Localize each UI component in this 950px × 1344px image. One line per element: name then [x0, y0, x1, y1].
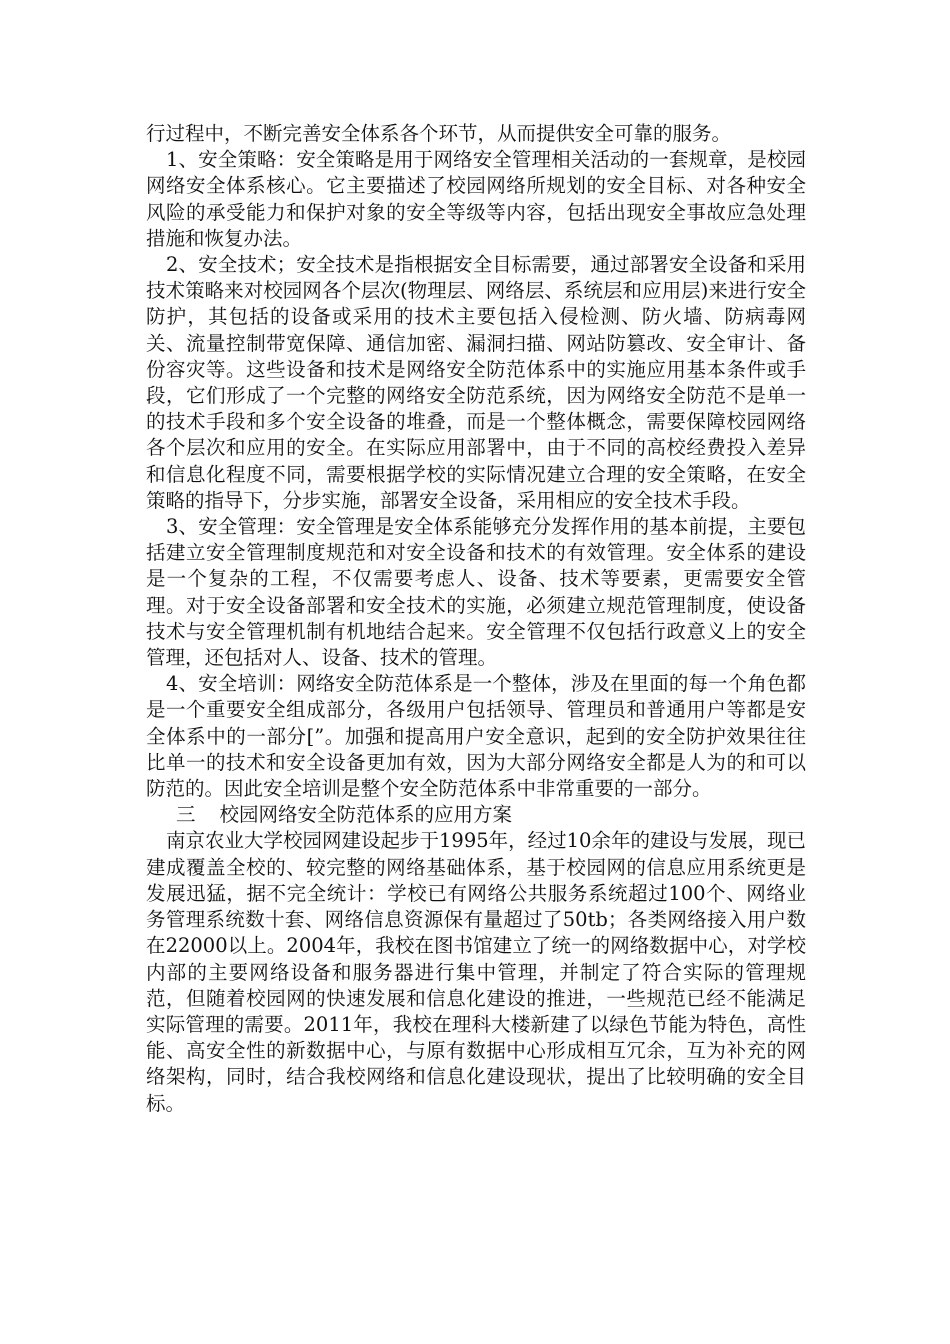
paragraph-security-technology: 2、安全技术；安全技术是指根据安全目标需要，通过部署安全设备和采用技术策略来对校园网各个层次(物理层、网络层、系统层和应用层)来进行安全防护，其包括的设备或采用的技术主要包括入侵检测、防火墙、防病毒网关、流量控制带宽保障、通信加密、漏洞扫描、网站防篡改、安全审计、备份容灾等。这些设备和技术是网络安全防范体系中的实施应用基本条件或手段，它们形成了一个完整的网络安全防范系统，因为网络安全防范不是单一的技术手段和多个安全设备的堆叠，而是一个整体概念，需要保障校园网络各个层次和应用的安全。在实际应用部署中，由于不同的高校经费投入差异和信息化程度不同，需要根据学校的实际情况建立合理的安全策略，在安全策略的指导下，分步实施，部署安全设备，采用相应的安全技术手段。 — [146, 253, 806, 512]
section-number: 三 — [176, 803, 196, 827]
section-title: 校园网络安全防范体系的应用方案 — [219, 803, 513, 827]
paragraph-security-policy: 1、安全策略：安全策略是用于网络安全管理相关活动的一套规章，是校园网络安全体系核心。它主要描述了校园网络所规划的安全目标、对各种安全风险的承受能力和保护对象的安全等级等内容，包括出现安全事故应急处理措施和恢复办法。 — [146, 148, 806, 250]
paragraph-security-training: 4、安全培训：网络安全防范体系是一个整体，涉及在里面的每一个角色都是一个重要安全组成部分，各级用户包括领导、管理员和普通用户等都是安全体系中的一部分[”。加强和提高用户安全意识，起到的安全防护效果往往比单一的技术和安全设备更加有效，因为大部分网络安全都是人为的和可以防范的。因此安全培训是整个安全防范体系中非常重要的一部分。 — [146, 672, 806, 801]
paragraph-nau-campus-network: 南京农业大学校园网建设起步于1995年，经过10余年的建设与发展，现已建成覆盖全校的、较完整的网络基础体系，基于校园网的信息应用系统更是发展迅猛，据不完全统计：学校已有网络公共服务系统超过100个、网络业务管理系统数十套、网络信息资源保有量超过了50tb；各类网络接入用户数在22000以上。2004年，我校在图书馆建立了统一的网络数据中心，对学校内部的主要网络设备和服务器进行集中管理，并制定了符合实际的管理规范，但随着校园网的快速发展和信息化建设的推进，一些规范已经不能满足实际管理的需要。2011年，我校在理科大楼新建了以绿色节能为特色，高性能、高安全性的新数据中心，与原有数据中心形成相互冗余，互为补充的网络架构，同时，结合我校网络和信息化建设现状，提出了比较明确的安全目标。 — [146, 829, 806, 1115]
section-heading — [146, 802, 806, 828]
paragraph-continuation: 行过程中，不断完善安全体系各个环节，从而提供安全可靠的服务。 — [146, 122, 732, 145]
document-body — [146, 121, 806, 1117]
paragraph-security-management: 3、安全管理：安全管理是安全体系能够充分发挥作用的基本前提，主要包括建立安全管理制度规范和对安全设备和技术的有效管理。安全体系的建设是一个复杂的工程，不仅需要考虑人、设备、技术等要素，更需要安全管理。对于安全设备部署和安全技术的实施，必须建立规范管理制度，使设备技术与安全管理机制有机地结合起来。安全管理不仅包括行政意义上的安全管理，还包括对人、设备、技术的管理。 — [146, 515, 806, 670]
